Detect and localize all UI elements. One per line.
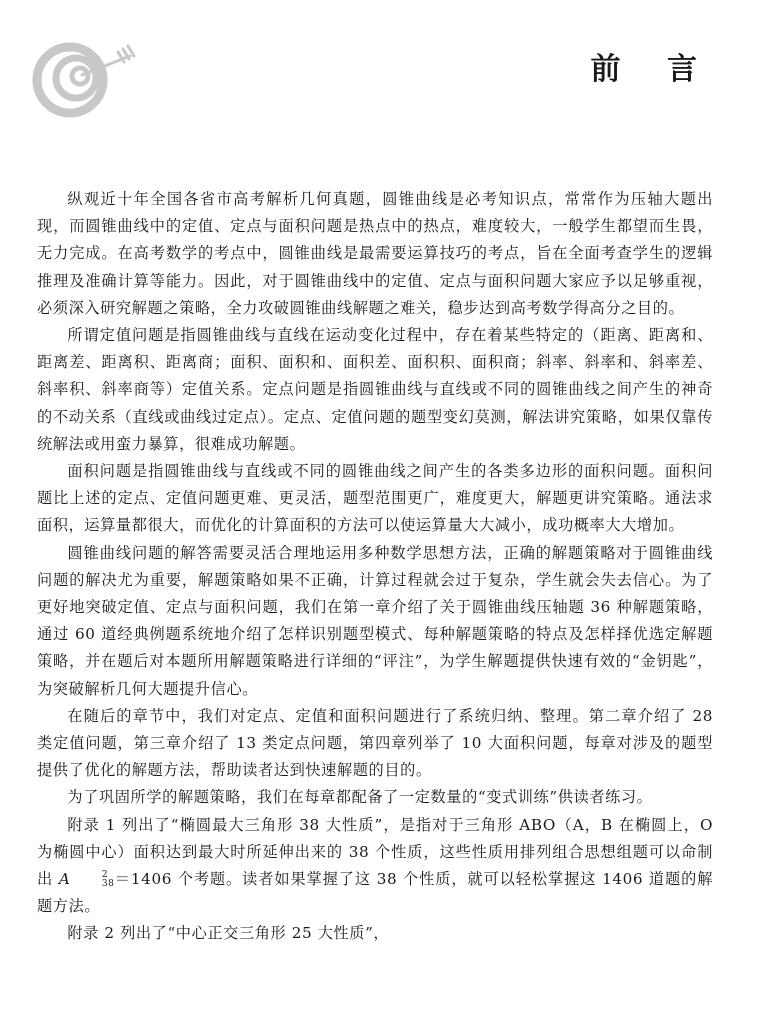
paragraph: 面积问题是指圆锥曲线与直线或不同的圆锥曲线之间产生的各类多边形的面积问题。面积问题比上述的定点、定值问题更难、更灵活，题型范围更广，难度更大，解题更讲究策略。通法求面积，运算量都很大，而优化的计算面积的方法可以使运算量大大减小，成功概率大大增加。: [37, 462, 713, 535]
appendix-1-text-before: 附录 1 列出了“椭圆最大三角形 38 大性质”，是指对于三角形 ABO（A，B 在椭圆上，O 为椭圆中心）面积达到最大时所延伸出来的 38 个性质，这些性质用排列组合思想组题可以命制出: [37, 815, 713, 889]
preface-body: [37, 186, 713, 948]
paragraph: 纵观近十年全国各省市高考解析几何真题，圆锥曲线是必考知识点，常常作为压轴大题出现，而圆锥曲线中的定值、定点与面积问题是热点中的热点，难度较大，一般学生都望而生畏，无力完成。在高考数学的考点中，圆锥曲线是最需要运算技巧的考点，旨在全面考查学生的逻辑推理及准确计算等能力。因此，对于圆锥曲线中的定值、定点与面积问题大家应予以足够重视，必须深入研究解题之策略，全力攻破圆锥曲线解题之难关，稳步达到高考数学得高分之目的。: [37, 190, 713, 317]
paragraph: 在随后的章节中，我们对定点、定值和面积问题进行了系统归纳、整理。第二章介绍了 28 类定值问题，第三章介绍了 13 类定点问题，第四章列举了 10 大面积问题，每章对涉及的题型提供了优化的解题方法，帮助读者达到快速解题的目的。: [37, 706, 713, 780]
permutation-formula: A 2 38: [58, 870, 115, 890]
paragraph: 所谓定值问题是指圆锥曲线与直线在运动变化过程中，存在着某些特定的（距离、距离和、距离差、距离积、距离商；面积、面积和、面积差、面积积、面积商；斜率、斜率和、斜率差、斜率积、斜率商等）定值关系。定点问题是指圆锥曲线与直线或不同的圆锥曲线之间产生的神奇的不动关系（直线或曲线过定点）。定点、定值问题的题型变幻莫测，解法讲究策略，如果仅靠传统解法或用蛮力暴算，很难成功解题。: [37, 326, 713, 453]
paragraph: 为了巩固所学的解题策略，我们在每章都配备了一定数量的“变式训练”供读者练习。: [67, 788, 653, 807]
paragraph: 圆锥曲线问题的解答需要灵活合理地运用多种数学思想方法，正确的解题策略对于圆锥曲线问题的解决尤为重要，解题策略如果不正确，计算过程就会过于复杂，学生就会失去信心。为了更好地突破定值、定点与面积问题，我们在第一章介绍了关于圆锥曲线压轴题 36 种解题策略，通过 60 道经典例题系统地介绍了怎样识别题型模式、每种解题策略的特点及怎样择优选定解题策略，并在题后对本题所用解题策略进行详细的“评注”，为学生解题提供快速有效的“金钥匙”，为突破解析几何大题提升信心。: [37, 543, 713, 698]
paragraph-appendix-1: [37, 812, 713, 921]
target-with-arrow-icon: [28, 32, 138, 122]
page-title: 前 言: [590, 52, 715, 87]
paragraph-appendix-2: 附录 2 列出了“中心正交三角形 25 大性质”，: [67, 924, 390, 943]
appendix-1-text-after: ＝1406 个考题。读者如果掌握了这 38 个性质，就可以轻松掌握这 1406 道题的解题方法。: [37, 870, 713, 916]
